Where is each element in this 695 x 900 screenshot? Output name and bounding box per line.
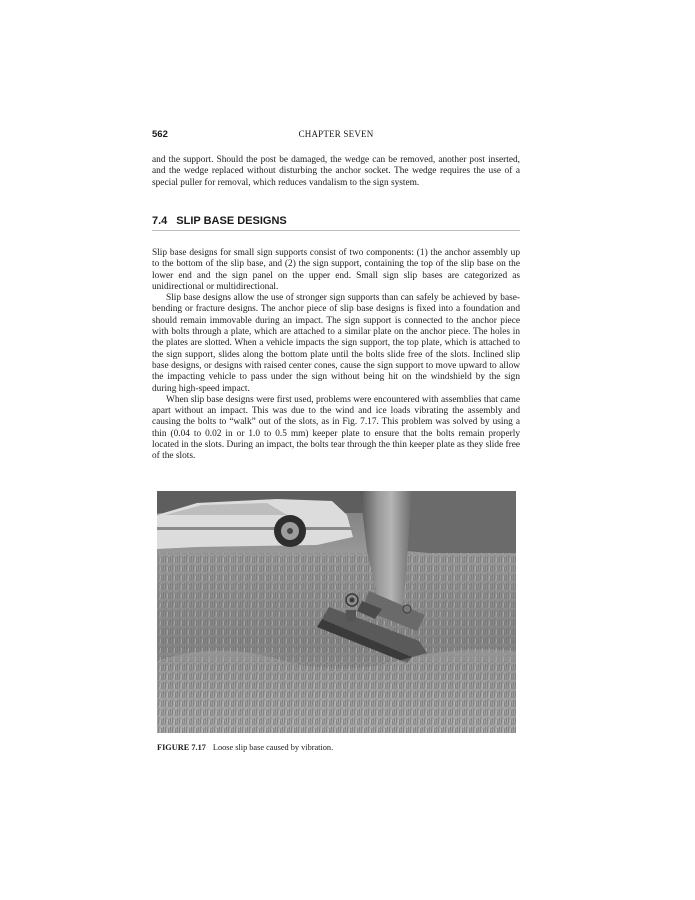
paragraph: Slip base designs allow the use of stronger sign supports than can safely be achieved by base-bending or fracture designs. The anchor piece of slip base designs is fixed into a foundation and should remain immovable during an impact. The sign support is connected to the anchor piece with bolts through a plate, which are attached to a similar plate on the anchor piece. The holes in the plates are slotted. When a vehicle impacts the sign support, the top plate, which is attached to the sign support, slides along the bottom plate until the bolts slide free of the slots. Inclined slip base designs, or designs with raised center cones, cause the sign support to move upward to allow the impacting vehicle to pass under the sign without being hit on the windshield by the sign during high-speed impact. [152,293,520,394]
paragraph: When slip base designs were first used, problems were encountered with assemblies that came apart without an impact. This was due to the wind and ice loads vibrating the assembly and causing the bolts to “walk” out of the slots, as in Fig. 7.17. This problem was solved by using a thin (0.04 to 0.02 in or 1.0 to 0.5 mm) keeper plate to ensure that the bolts remain properly located in the slots. During an impact, the bolts tear through the thin keeper plate as they slide free of the slots. [152,394,520,462]
car-silhouette [157,499,353,549]
page-number: 562 [152,129,168,140]
figure-caption-text: Loose slip base caused by vibration. [212,743,334,752]
section-body [152,248,520,463]
figure-label: FIGURE 7.17 [157,743,206,752]
section-heading [152,215,520,231]
section-number: 7.4 [152,215,168,227]
section-title: SLIP BASE DESIGNS [176,215,287,227]
figure-photo [157,491,516,733]
paragraph: and the support. Should the post be damaged, the wedge can be removed, another post inserted, and the wedge replaced without disturbing the anchor socket. The wedge requires the use of a special puller for removal, which reduces vandalism to the sign system. [152,155,520,188]
intro-text [152,155,520,189]
running-head [152,129,520,143]
paragraph: Slip base designs for small sign supports consist of two components: (1) the anchor assembly up to the bottom of the slip base, and (2) the sign support, containing the top of the slip base on the lower end and the sign panel on the upper end. Small sign slip bases are categorized as unidirectional or multidirectional. [152,248,520,292]
chapter-title: CHAPTER SEVEN [298,129,374,139]
figure-caption [157,743,517,752]
grass-foreground [157,649,516,733]
